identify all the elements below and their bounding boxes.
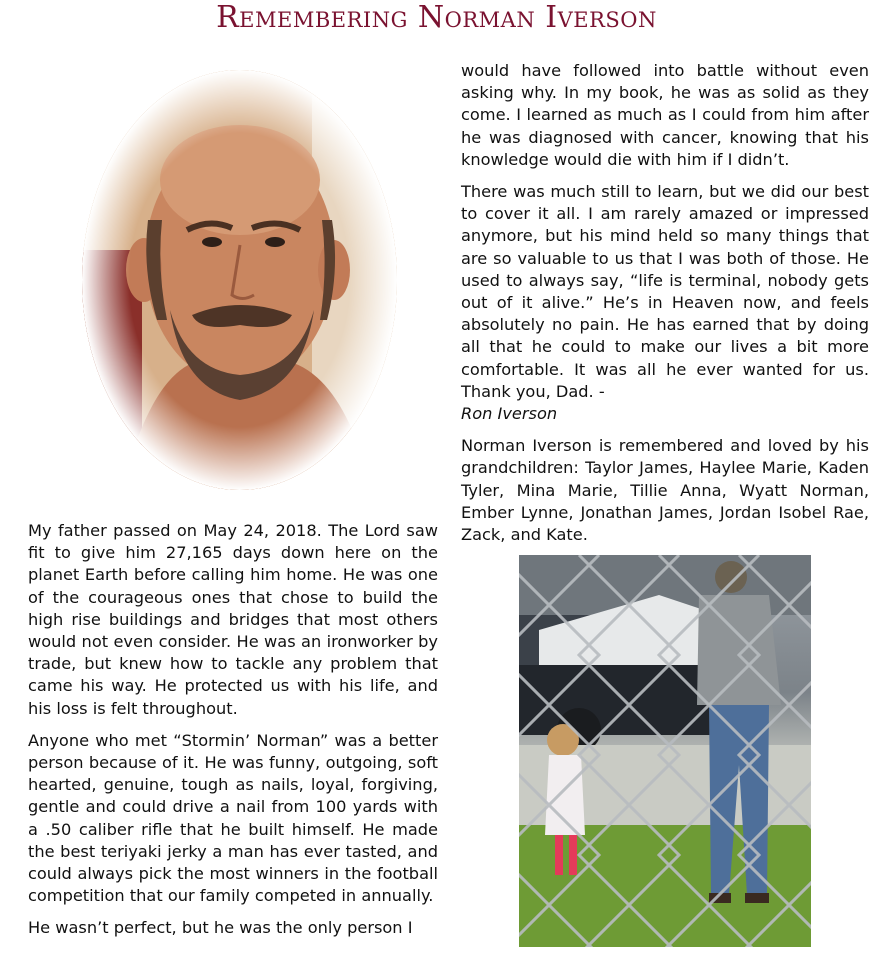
family-snapshot-photo [519,555,811,947]
page-title: Remembering Norman Iverson [216,0,657,35]
left-column [28,520,438,950]
portrait-photo [82,70,397,490]
paragraph: He wasn’t perfect, but he was the only person I [28,918,413,938]
paragraph: would have followed into battle without even asking why. In my book, he was as solid as they come. I learned as much as I could from him after he was diagnosed with cancer, knowing that his knowledge would die with him if I didn’t. [461,61,869,169]
right-column [461,60,869,556]
signature: Ron Iverson [461,404,558,424]
paragraph: Anyone who met “Stormin’ Norman” was a better person because of it. He was funny, outgoing, soft hearted, genuine, tough as nails, loyal, forgiving, gentle and could drive a nail from 100 yards with a .50 caliber rifle that he built himself. He made the best teriyaki jerky a man has ever tasted, and could always pick the most winners in the football competition that our family competed in annually. [28,730,438,906]
paragraph: My father passed on May 24, 2018. The Lord saw fit to give him 27,165 days down here on the planet Earth before calling him home. He was one of the courageous ones that chose to build the high rise buildings and bridges that most others would not even consider. He was an ironworker by trade, but knew how to tackle any problem that came his way. He protected us with his life, and his loss is felt throughout. [28,521,438,718]
paragraph-text: There was much still to learn, but we did our best to cover it all. I am rarely amazed or impressed anymore, but his mind held so many things that are so valuable to us that I was both of those. He used to always say, “life is terminal, nobody gets out of it alive.” He’s in Heaven now, and feels absolutely no pain. He has earned that by doing all that he could to make our lives a bit more comfortable. It was all he ever wanted for us. Thank you, Dad. - [461,182,869,401]
paragraph [461,181,869,425]
paragraph: Norman Iverson is remembered and loved by his grandchildren: Taylor James, Haylee Marie, Kaden Tyler, Mina Marie, Tillie Anna, Wyatt Norman, Ember Lynne, Jonathan James, Jordan Isobel Rae, Zack, and Kate. [461,436,869,545]
